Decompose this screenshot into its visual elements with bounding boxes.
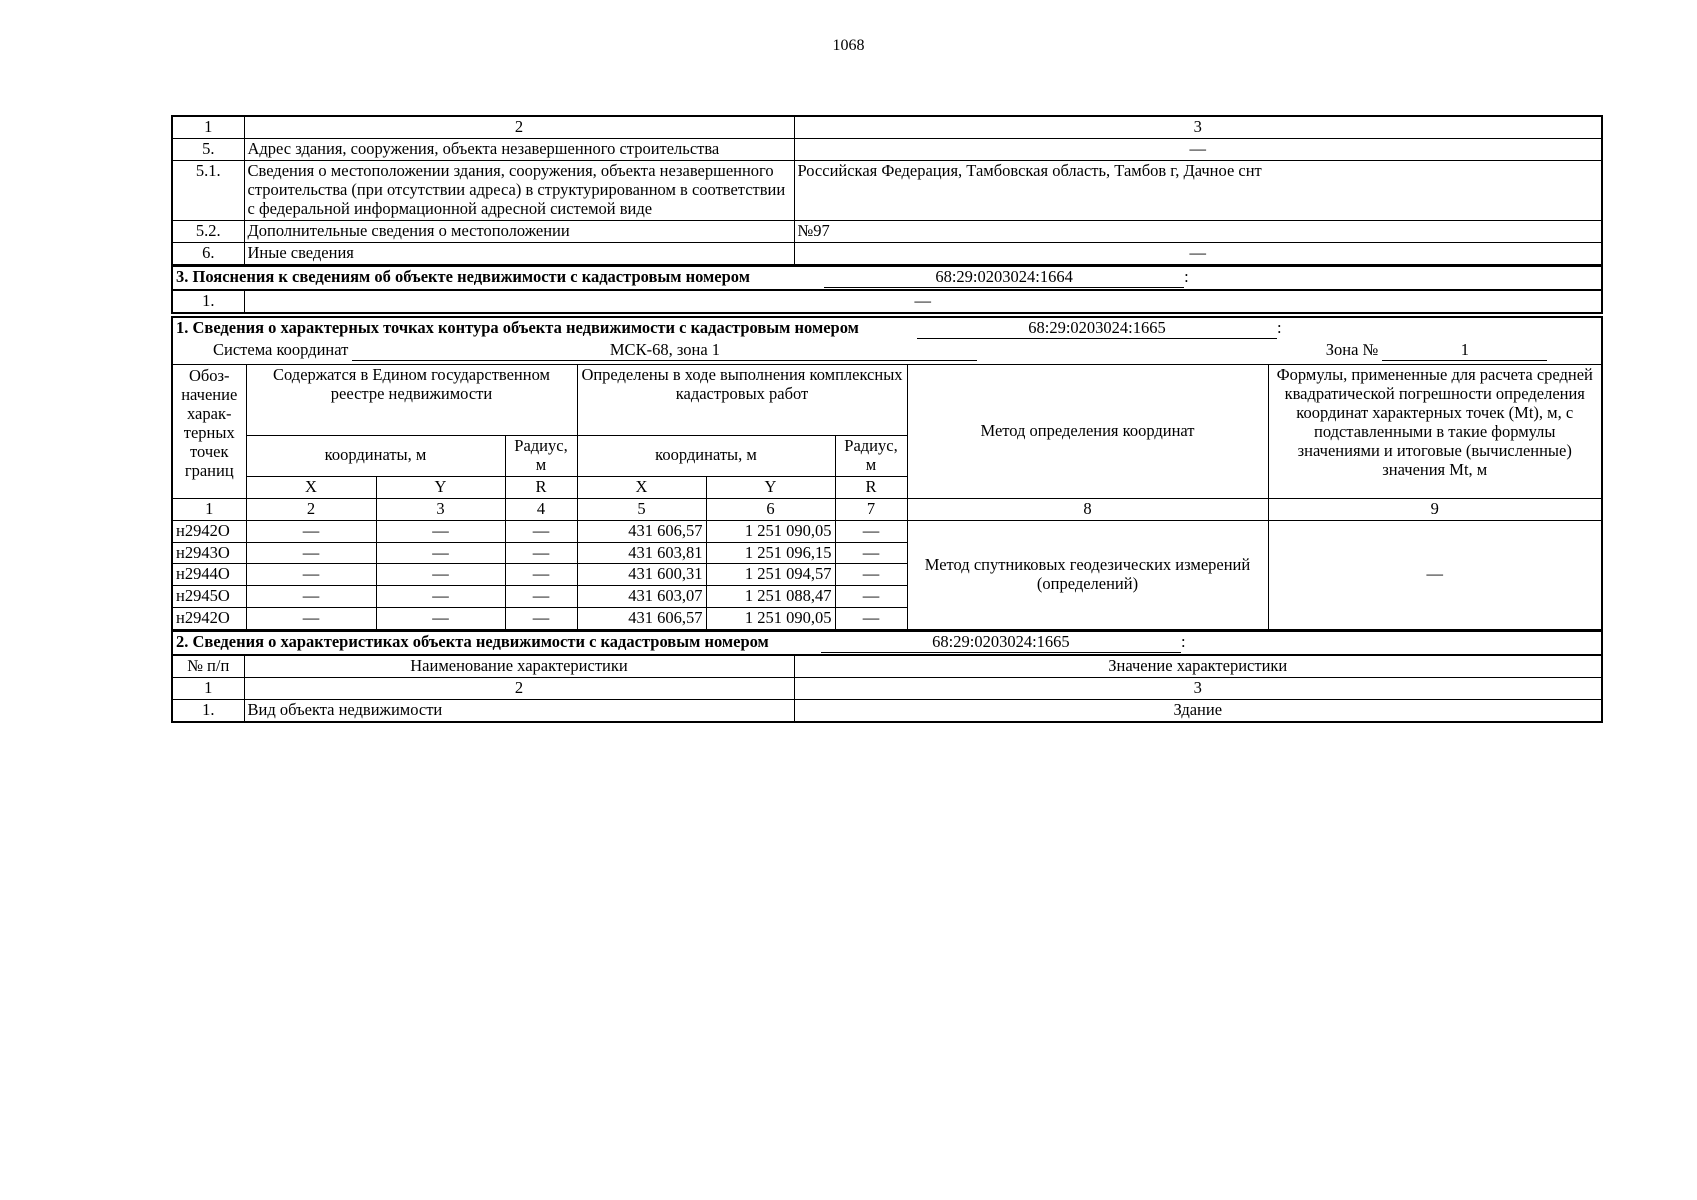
point-x2: 431 603,07: [577, 586, 706, 608]
point-x: —: [246, 564, 376, 586]
point-name: н2942О: [172, 520, 246, 542]
point-r2: —: [835, 542, 907, 564]
method-header: Метод определения координат: [907, 364, 1268, 498]
point-x2: 431 603,81: [577, 542, 706, 564]
header-row: [172, 655, 1602, 677]
egrn-header: Содержатся в Едином государственном реестре недвижимости: [246, 364, 577, 435]
point-x: —: [246, 520, 376, 542]
point-r2: —: [835, 564, 907, 586]
row-number: 5.: [172, 138, 244, 160]
col-number: 6: [706, 498, 835, 520]
col-number: 1: [172, 498, 246, 520]
col-number: 2: [246, 498, 376, 520]
section-3-title: 3. Пояснения к сведениям об объекте недвижимости с кадастровым номером: [176, 266, 750, 286]
section-title-row: [172, 266, 1602, 289]
point-y2: 1 251 088,47: [706, 586, 835, 608]
page-number: 1068: [832, 37, 865, 54]
y-header: Y: [706, 476, 835, 498]
r-header: R: [835, 476, 907, 498]
header-row: [172, 364, 1602, 435]
section-title-row: [172, 317, 1602, 340]
col-number: 2: [244, 678, 794, 700]
col-number: 7: [835, 498, 907, 520]
radius-header: Радиус, м: [835, 435, 907, 476]
point-x2: 431 606,57: [577, 608, 706, 630]
point-y: —: [376, 608, 505, 630]
section-title-row: [172, 632, 1602, 655]
colon: :: [1184, 266, 1189, 286]
row-name: Адрес здания, сооружения, объекта незавершенного строительства: [244, 138, 794, 160]
point-r: —: [505, 542, 577, 564]
table-row: [172, 138, 1602, 160]
row-name: Иные сведения: [244, 242, 794, 264]
table-row: [172, 160, 1602, 220]
x-header: X: [246, 476, 376, 498]
point-y2: 1 251 094,57: [706, 564, 835, 586]
section-2-title: 2. Сведения о характеристиках объекта недвижимости с кадастровым номером: [176, 632, 769, 652]
row-name: Дополнительные сведения о местоположении: [244, 220, 794, 242]
point-name: н2943О: [172, 542, 246, 564]
point-r: —: [505, 586, 577, 608]
col-number: 1: [172, 678, 244, 700]
row-value: №97: [794, 220, 1602, 242]
row-number: 1.: [172, 700, 244, 722]
designation-header: Обоз-начение харак-терных точек границ: [172, 364, 246, 498]
point-r: —: [505, 520, 577, 542]
col-number: 3: [794, 678, 1602, 700]
table-row: [172, 290, 1602, 313]
point-name: н2944О: [172, 564, 246, 586]
colon: :: [1277, 317, 1282, 337]
col-number-2: 2: [244, 116, 794, 138]
point-name: н2945О: [172, 586, 246, 608]
point-r: —: [505, 564, 577, 586]
table-header-row: [172, 116, 1602, 138]
point-x2: 431 606,57: [577, 520, 706, 542]
coord-system-label: Система координат: [213, 339, 349, 359]
point-r2: —: [835, 520, 907, 542]
cadastral-number: 68:29:0203024:1664: [824, 268, 1184, 288]
point-name: н2942О: [172, 608, 246, 630]
formulas-header: Формулы, примененные для расчета средней квадратической погрешности определения координат характерных точек (Mt), м, с подставленными в такие формулы значениями и итоговые (вычисленные) значения Mt, м: [1268, 364, 1602, 498]
coord-system-value: МСК-68, зона 1: [352, 341, 977, 361]
num-header: № п/п: [172, 655, 244, 677]
point-x2: 431 600,31: [577, 564, 706, 586]
row-number: 5.1.: [172, 160, 244, 220]
row-value: Российская Федерация, Тамбовская область, Тамбов г, Дачное снт: [794, 160, 1602, 220]
explanations-table: [171, 266, 1603, 314]
point-x: —: [246, 608, 376, 630]
row-number: 5.2.: [172, 220, 244, 242]
point-r2: —: [835, 608, 907, 630]
name-header: Наименование характеристики: [244, 655, 794, 677]
formula-value: —: [1268, 520, 1602, 630]
row-name: Вид объекта недвижимости: [244, 700, 794, 722]
point-x: —: [246, 586, 376, 608]
y-header: Y: [376, 476, 505, 498]
table-row: [172, 520, 1602, 542]
point-y2: 1 251 090,05: [706, 520, 835, 542]
point-y: —: [376, 586, 505, 608]
table-row: [172, 242, 1602, 264]
point-x: —: [246, 542, 376, 564]
row-value: —: [244, 290, 1602, 313]
zone-label: Зона №: [1325, 339, 1379, 359]
kkr-header: Определены в ходе выполнения комплексных кадастровых работ: [577, 364, 907, 435]
row-value: —: [794, 242, 1602, 264]
zone-value: 1: [1382, 341, 1547, 361]
point-y2: 1 251 096,15: [706, 542, 835, 564]
col-numbers-row: [172, 678, 1602, 700]
row-number: 6.: [172, 242, 244, 264]
col-number: 3: [376, 498, 505, 520]
value-header: Значение характеристики: [794, 655, 1602, 677]
row-number: 1.: [172, 290, 244, 313]
method-value: Метод спутниковых геодезических измерений (определений): [907, 520, 1268, 630]
col-number: 9: [1268, 498, 1602, 520]
point-y2: 1 251 090,05: [706, 608, 835, 630]
document-body: [171, 115, 1603, 723]
point-r2: —: [835, 586, 907, 608]
col-numbers-row: [172, 498, 1602, 520]
points-table: [171, 316, 1603, 632]
point-y: —: [376, 542, 505, 564]
coords-header: координаты, м: [577, 435, 835, 476]
coords-header: координаты, м: [246, 435, 505, 476]
r-header: R: [505, 476, 577, 498]
radius-header: Радиус, м: [505, 435, 577, 476]
cadastral-number: 68:29:0203024:1665: [917, 319, 1277, 339]
point-y: —: [376, 564, 505, 586]
address-table: [171, 115, 1603, 266]
col-number: 5: [577, 498, 706, 520]
point-r: —: [505, 608, 577, 630]
table-row: [172, 700, 1602, 722]
colon: :: [1180, 632, 1186, 652]
row-name: Сведения о местоположении здания, сооружения, объекта незавершенного строительства (при отсутствии адреса) в структурированном в соответствии с федеральной информационной адресной системой виде: [244, 160, 794, 220]
characteristics-table: [171, 631, 1603, 723]
table-row: [172, 220, 1602, 242]
col-number: 8: [907, 498, 1268, 520]
section-1-title: 1. Сведения о характерных точках контура объекта недвижимости с кадастровым номером: [176, 317, 859, 337]
row-value: Здание: [794, 700, 1602, 722]
col-number: 4: [505, 498, 577, 520]
col-number-1: 1: [172, 116, 244, 138]
row-value: —: [794, 138, 1602, 160]
cadastral-number: 68:29:0203024:1665: [821, 633, 1181, 653]
col-number-3: 3: [794, 116, 1602, 138]
point-y: —: [376, 520, 505, 542]
coord-system-row: [172, 340, 1602, 364]
x-header: X: [577, 476, 706, 498]
